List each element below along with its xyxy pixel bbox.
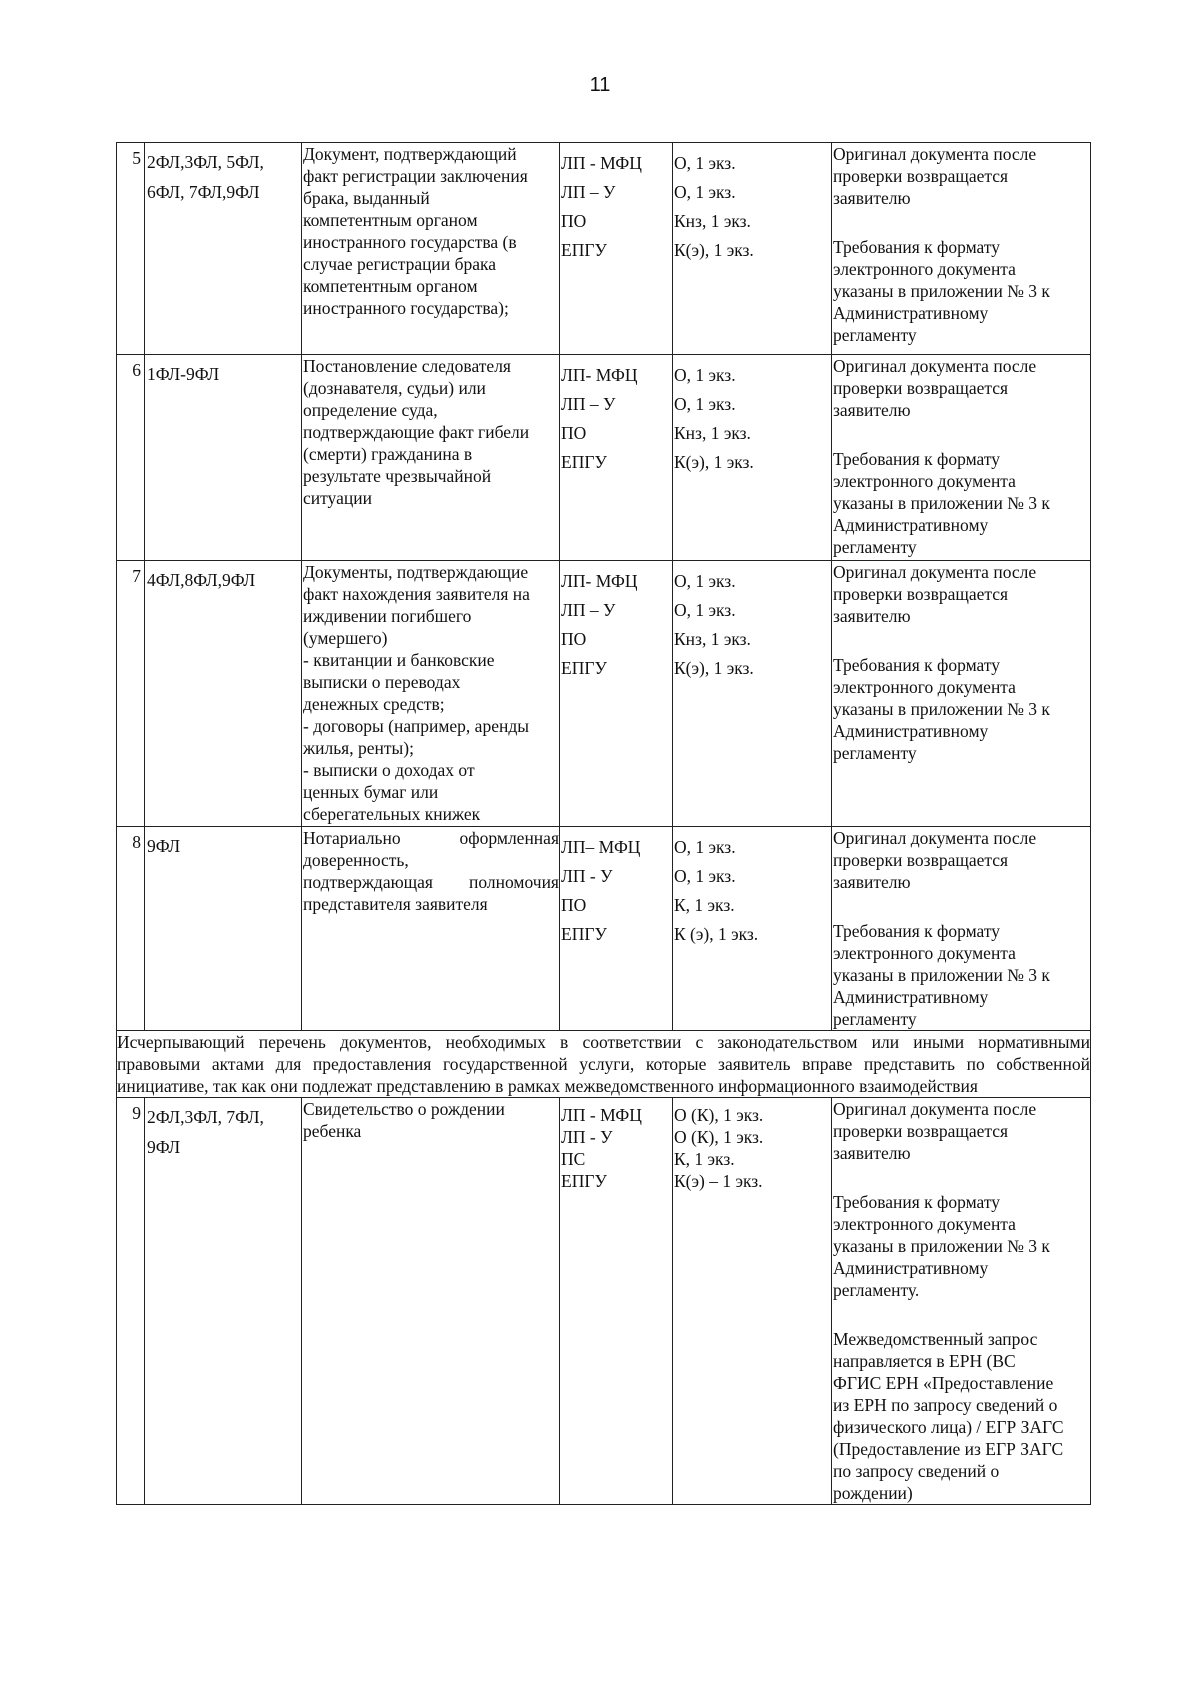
document-notes <box>832 143 1091 355</box>
table-row <box>117 827 1091 1031</box>
note-line: из ЕРН по запросу сведений о <box>833 1395 1058 1415</box>
note-line: Требования к формату <box>833 921 1001 941</box>
note-line: Требования к формату <box>833 1192 1001 1212</box>
note-line: электронного документа <box>833 259 1016 279</box>
way-line: ЛП - МФЦ <box>561 153 642 173</box>
document-quantity <box>673 561 832 827</box>
note-line: указаны в приложении № 3 к <box>833 493 1050 513</box>
note-line: регламенту <box>833 537 917 557</box>
banner-line: правовыми актами для предоставления государственной услуги, которые заявитель вправе представить по собственной <box>117 1054 1090 1074</box>
quantity-line: К(э), 1 экз. <box>674 240 754 260</box>
note-line: Административному <box>833 303 989 323</box>
note-line: электронного документа <box>833 1214 1016 1234</box>
group-line: 9ФЛ <box>147 836 181 856</box>
document-line: - квитанции и банковские <box>303 650 495 670</box>
note-line: указаны в приложении № 3 к <box>833 281 1050 301</box>
document-line: определение суда, <box>303 400 438 420</box>
document-notes <box>832 355 1091 561</box>
document-line: - выписки о доходах от <box>303 760 475 780</box>
document-line: факт нахождения заявителя на <box>303 584 530 604</box>
quantity-line: К, 1 экз. <box>674 895 735 915</box>
document-line: подтверждающая полномочия <box>303 872 559 892</box>
note-line: указаны в приложении № 3 к <box>833 699 1050 719</box>
document-line: Документы, подтверждающие <box>303 562 529 582</box>
way-line: ЛП – У <box>561 600 616 620</box>
document-name <box>302 1098 560 1505</box>
note-line: Оригинал документа после <box>833 562 1037 582</box>
way-line: ЛП- МФЦ <box>561 571 638 591</box>
document-line: Свидетельство о рождении <box>303 1099 505 1119</box>
row-number: 7 <box>117 561 145 827</box>
document-line: иностранного государства); <box>303 298 509 318</box>
applicant-groups <box>145 355 302 561</box>
page-number: 11 <box>589 74 611 96</box>
document-name <box>302 355 560 561</box>
quantity-line: К (э), 1 экз. <box>674 924 759 944</box>
way-line: ЛП – У <box>561 394 616 414</box>
document-quantity <box>673 355 832 561</box>
note-line: Требования к формату <box>833 237 1001 257</box>
way-line: ЛП - У <box>561 866 613 886</box>
table-row <box>117 1098 1091 1505</box>
note-line: направляется в ЕРН (ВС <box>833 1351 1016 1371</box>
way-line: ЕПГУ <box>561 924 607 944</box>
note-line: Требования к формату <box>833 655 1001 675</box>
note-line: Административному <box>833 1258 989 1278</box>
group-line: 9ФЛ <box>147 1137 181 1157</box>
document-line: случае регистрации брака <box>303 254 497 274</box>
applicant-groups <box>145 561 302 827</box>
document-quantity <box>673 827 832 1031</box>
quantity-line: О (К), 1 экз. <box>674 1105 764 1125</box>
applicant-groups <box>145 143 302 355</box>
note-line: указаны в приложении № 3 к <box>833 965 1050 985</box>
way-line: ПО <box>561 423 587 443</box>
group-line: 1ФЛ-9ФЛ <box>147 364 220 384</box>
note-line: проверки возвращается <box>833 166 1009 186</box>
way-line: ПО <box>561 629 587 649</box>
document-line: ситуации <box>303 488 372 508</box>
note-line: заявителю <box>833 400 911 420</box>
table-row <box>117 355 1091 561</box>
note-line: Оригинал документа после <box>833 1099 1037 1119</box>
table-row <box>117 143 1091 355</box>
note-line: проверки возвращается <box>833 378 1009 398</box>
quantity-line: О (К), 1 экз. <box>674 1127 764 1147</box>
submission-ways <box>560 143 673 355</box>
row-number: 6 <box>117 355 145 561</box>
note-line: указаны в приложении № 3 к <box>833 1236 1050 1256</box>
note-line: Административному <box>833 721 989 741</box>
note-line: электронного документа <box>833 471 1016 491</box>
note-line: заявителю <box>833 606 911 626</box>
banner-line: Исчерпывающий перечень документов, необходимых в соответствии с законодательством или иными нормативными <box>117 1032 1090 1052</box>
table-row <box>117 561 1091 827</box>
note-line: Административному <box>833 987 989 1007</box>
document-line: подтверждающие факт гибели <box>303 422 530 442</box>
document-line: компетентным органом <box>303 210 478 230</box>
document-line: (умершего) <box>303 628 388 648</box>
note-line: (Предоставление из ЕГР ЗАГС <box>833 1439 1064 1459</box>
note-line: Требования к формату <box>833 449 1001 469</box>
quantity-line: О, 1 экз. <box>674 837 736 857</box>
group-line: 2ФЛ,3ФЛ, 7ФЛ, <box>147 1107 264 1127</box>
banner-line: инициативе, так как они подлежат представлению в рамках межведомственного информационного взаимодействия <box>117 1076 978 1096</box>
section-banner-row <box>117 1031 1091 1098</box>
submission-ways <box>560 561 673 827</box>
document-name <box>302 827 560 1031</box>
way-line: ЛП - МФЦ <box>561 1105 642 1125</box>
way-line: ЕПГУ <box>561 240 607 260</box>
document-line: факт регистрации заключения <box>303 166 528 186</box>
document-notes <box>832 1098 1091 1505</box>
document-line: представителя заявителя <box>303 894 488 914</box>
document-line: выписки о переводах <box>303 672 461 692</box>
way-line: ЛП- МФЦ <box>561 365 638 385</box>
applicant-groups <box>145 827 302 1031</box>
document-name <box>302 561 560 827</box>
document-line: - договоры (например, аренды <box>303 716 529 736</box>
document-line: Нотариально оформленная <box>303 828 559 848</box>
document-line: денежных средств; <box>303 694 445 714</box>
submission-ways <box>560 1098 673 1505</box>
document-line: брака, выданный <box>303 188 430 208</box>
document-line: жилья, ренты); <box>303 738 414 758</box>
note-line: регламенту <box>833 325 917 345</box>
document-line: ценных бумаг или <box>303 782 439 802</box>
document-line: (дознавателя, судьи) или <box>303 378 486 398</box>
note-line: проверки возвращается <box>833 1121 1009 1141</box>
submission-ways <box>560 827 673 1031</box>
quantity-line: О, 1 экз. <box>674 394 736 414</box>
quantity-line: К, 1 экз. <box>674 1149 735 1169</box>
row-number: 8 <box>117 827 145 1031</box>
note-line: по запросу сведений о <box>833 1461 1000 1481</box>
way-line: ЕПГУ <box>561 658 607 678</box>
document-line: иждивении погибшего <box>303 606 472 626</box>
note-line: Оригинал документа после <box>833 356 1037 376</box>
quantity-line: Кнз, 1 экз. <box>674 629 751 649</box>
section-banner <box>117 1031 1091 1098</box>
quantity-line: Кнз, 1 экз. <box>674 423 751 443</box>
submission-ways <box>560 355 673 561</box>
quantity-line: К(э), 1 экз. <box>674 658 754 678</box>
way-line: ЕПГУ <box>561 452 607 472</box>
document-line: ребенка <box>303 1121 362 1141</box>
document-notes <box>832 561 1091 827</box>
note-line: ФГИС ЕРН «Предоставление <box>833 1373 1054 1393</box>
note-line: заявителю <box>833 872 911 892</box>
note-line: физического лица) / ЕГР ЗАГС <box>833 1417 1064 1437</box>
note-line: электронного документа <box>833 943 1016 963</box>
document-line: иностранного государства (в <box>303 232 517 252</box>
document-line: сберегательных книжек <box>303 804 481 824</box>
note-line: Оригинал документа после <box>833 144 1037 164</box>
quantity-line: О, 1 экз. <box>674 153 736 173</box>
way-line: ПС <box>561 1149 586 1169</box>
note-line: Оригинал документа после <box>833 828 1037 848</box>
document-line: Документ, подтверждающий <box>303 144 517 164</box>
document-name <box>302 143 560 355</box>
way-line: ЛП – У <box>561 182 616 202</box>
note-line: рождении) <box>833 1483 913 1503</box>
note-line: Административному <box>833 515 989 535</box>
note-line: электронного документа <box>833 677 1016 697</box>
group-line: 2ФЛ,3ФЛ, 5ФЛ, <box>147 152 264 172</box>
quantity-line: О, 1 экз. <box>674 571 736 591</box>
group-line: 4ФЛ,8ФЛ,9ФЛ <box>147 570 256 590</box>
note-line: Межведомственный запрос <box>833 1329 1038 1349</box>
quantity-line: К(э) – 1 экз. <box>674 1171 763 1191</box>
note-line: регламенту <box>833 743 917 763</box>
documents-table <box>116 142 1091 1505</box>
note-line: проверки возвращается <box>833 584 1009 604</box>
document-line: результате чрезвычайной <box>303 466 492 486</box>
document-line: (смерти) гражданина в <box>303 444 473 464</box>
document-quantity <box>673 1098 832 1505</box>
row-number: 5 <box>117 143 145 355</box>
way-line: ЛП - У <box>561 1127 613 1147</box>
quantity-line: О, 1 экз. <box>674 182 736 202</box>
note-line: заявителю <box>833 188 911 208</box>
way-line: ПО <box>561 895 587 915</box>
note-line: проверки возвращается <box>833 850 1009 870</box>
document-line: Постановление следователя <box>303 356 511 376</box>
group-line: 6ФЛ, 7ФЛ,9ФЛ <box>147 182 260 202</box>
applicant-groups <box>145 1098 302 1505</box>
quantity-line: К(э), 1 экз. <box>674 452 754 472</box>
quantity-line: Кнз, 1 экз. <box>674 211 751 231</box>
document-line: доверенность, <box>303 850 409 870</box>
quantity-line: О, 1 экз. <box>674 365 736 385</box>
note-line: заявителю <box>833 1143 911 1163</box>
way-line: ЛП– МФЦ <box>561 837 641 857</box>
way-line: ПО <box>561 211 587 231</box>
quantity-line: О, 1 экз. <box>674 600 736 620</box>
way-line: ЕПГУ <box>561 1171 607 1191</box>
document-quantity <box>673 143 832 355</box>
quantity-line: О, 1 экз. <box>674 866 736 886</box>
document-line: компетентным органом <box>303 276 478 296</box>
note-line: регламенту. <box>833 1280 920 1300</box>
document-notes <box>832 827 1091 1031</box>
note-line: регламенту <box>833 1009 917 1029</box>
row-number: 9 <box>117 1098 145 1505</box>
